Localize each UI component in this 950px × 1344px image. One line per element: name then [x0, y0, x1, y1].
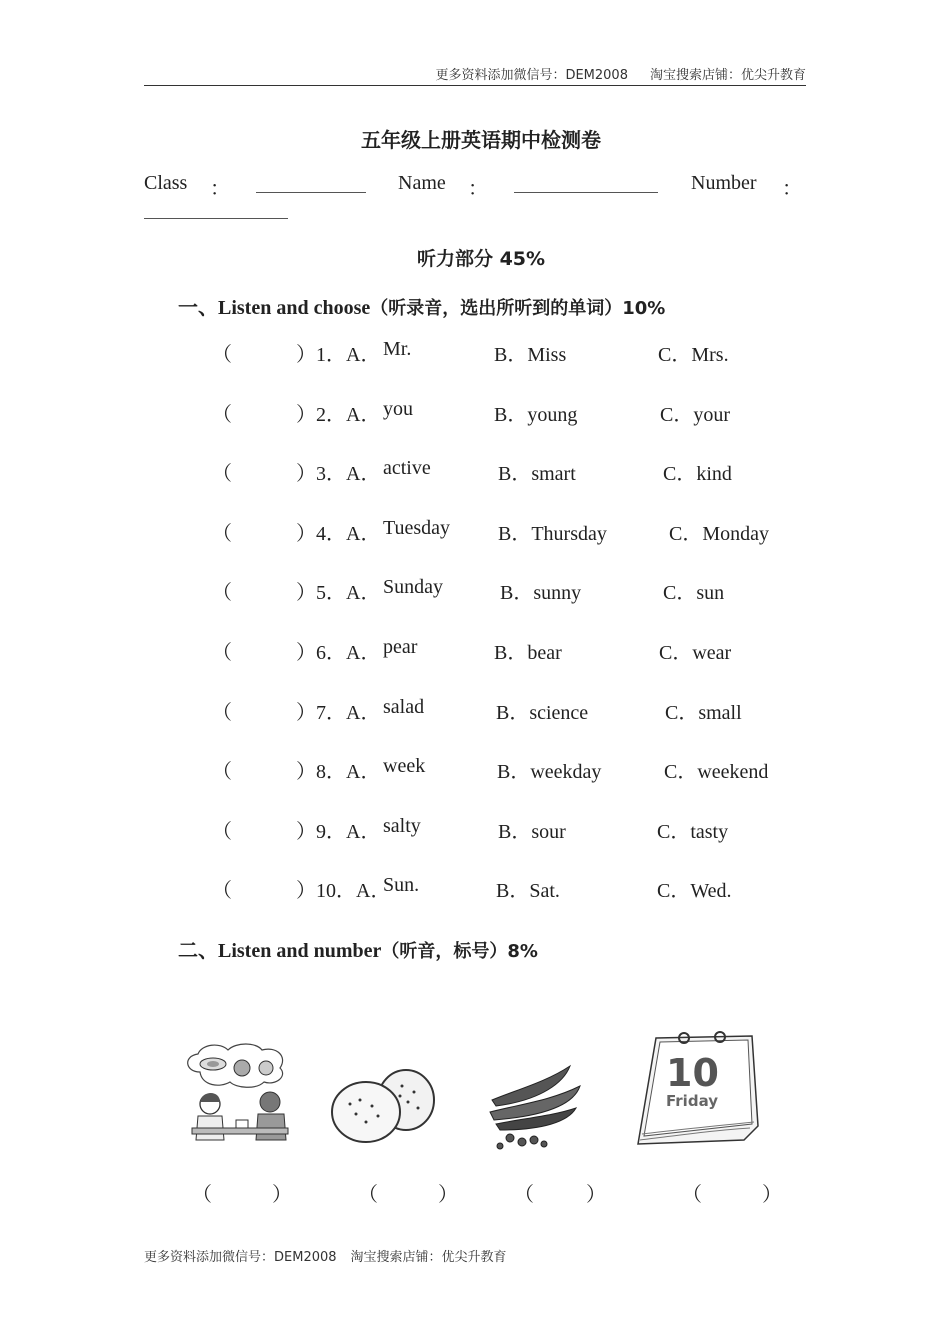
answer-blank-3[interactable] [514, 1178, 606, 1207]
option-b: B．Sat. [496, 880, 560, 902]
close-paren: ） [438, 1184, 458, 1206]
option-b: B．smart [498, 463, 576, 485]
name-field[interactable] [514, 174, 658, 199]
option-c: C．kind [663, 463, 732, 485]
answer-blank-2[interactable] [358, 1178, 458, 1207]
answer-open-paren[interactable]: （ [212, 642, 232, 664]
option-a: salad [383, 696, 425, 718]
question-number: ）5．A． [296, 582, 381, 604]
option-a: you [383, 398, 413, 420]
option-b: B．bear [494, 642, 562, 664]
answer-open-paren[interactable]: （ [212, 523, 232, 545]
answer-blank-4[interactable] [682, 1178, 782, 1207]
answer-open-paren[interactable]: （ [212, 821, 232, 843]
question-row [0, 338, 950, 368]
question-number: ）7．A． [296, 702, 381, 724]
header-wechat: 更多资料添加微信号：DEM2008 [435, 68, 628, 83]
option-c: C．Monday [669, 523, 769, 545]
question-row [0, 815, 950, 845]
question-number: ）6．A． [296, 642, 381, 664]
question-number: ）4．A． [296, 523, 381, 545]
header-divider [144, 85, 806, 86]
option-b: B．sunny [500, 582, 582, 604]
option-c: C．Mrs. [658, 344, 729, 366]
option-b: B．Thursday [498, 523, 607, 545]
answer-open-paren[interactable]: （ [212, 702, 232, 724]
option-a: week [383, 755, 426, 777]
option-c: C．sun [663, 582, 725, 604]
close-paren: ） [272, 1184, 292, 1206]
question-number: ）2．A． [296, 404, 381, 426]
number-field[interactable] [144, 200, 288, 224]
question-number: ）1．A． [296, 344, 381, 366]
header-shop: 淘宝搜索店铺：优尖升教育 [649, 68, 806, 83]
option-b: B．science [496, 702, 589, 724]
question-row [0, 517, 950, 547]
calendar-day: Friday [666, 1092, 719, 1110]
page-title: 五年级上册英语期中检测卷 [361, 128, 601, 152]
option-c: C．Wed. [657, 880, 732, 902]
question-row [0, 576, 950, 606]
bread-picture [330, 1064, 438, 1152]
section1-en: 一、Listen and choose [178, 297, 371, 319]
option-c: C．wear [659, 642, 732, 664]
option-a: active [383, 457, 431, 479]
footer-shop: 淘宝搜索店铺：优尖升教育 [350, 1250, 507, 1265]
option-c: C．tasty [657, 821, 729, 843]
answer-blank-1[interactable] [192, 1178, 292, 1207]
option-a: salty [383, 815, 421, 837]
question-row [0, 874, 950, 904]
calendar-picture [634, 1030, 760, 1148]
option-c: C．weekend [664, 761, 769, 783]
close-paren: ） [762, 1184, 782, 1206]
number-label: Number [691, 172, 757, 194]
option-a: Mr. [383, 338, 412, 360]
people-eating-picture [180, 1042, 298, 1146]
question-row [0, 398, 950, 428]
question-row [0, 636, 950, 666]
calendar-number: 10 [666, 1051, 719, 1095]
name-label: Name [398, 172, 446, 194]
section2-cn: （听音，标号）8% [381, 941, 538, 962]
question-number: ）9．A． [296, 821, 381, 843]
class-colon: ： [210, 178, 230, 200]
page-header [435, 64, 806, 83]
footer-wechat: 更多资料添加微信号：DEM2008 [144, 1250, 337, 1265]
question-row [0, 755, 950, 785]
section2-heading [178, 934, 538, 963]
option-a: Tuesday [383, 517, 451, 539]
question-row [0, 696, 950, 726]
option-a: Sunday [383, 576, 443, 598]
open-paren: （ [682, 1184, 702, 1206]
green-beans-picture [486, 1060, 586, 1152]
open-paren: （ [192, 1184, 212, 1206]
question-row [0, 457, 950, 487]
option-a: pear [383, 636, 418, 658]
open-paren: （ [358, 1184, 378, 1206]
listening-title: 听力部分 45% [416, 248, 546, 270]
option-a: Sun. [383, 874, 420, 896]
section2-en: 二、Listen and number [178, 940, 382, 962]
number-colon: ： [782, 178, 802, 200]
question-number: ）10．A． [296, 880, 391, 902]
question-number: ）8．A． [296, 761, 381, 783]
option-b: B．sour [498, 821, 566, 843]
answer-open-paren[interactable]: （ [212, 463, 232, 485]
option-c: C．your [660, 404, 730, 426]
answer-open-paren[interactable]: （ [212, 761, 232, 783]
section1-heading [178, 291, 665, 320]
open-paren: （ [514, 1184, 534, 1206]
answer-open-paren[interactable]: （ [212, 880, 232, 902]
answer-open-paren[interactable]: （ [212, 404, 232, 426]
option-b: B．Miss [494, 344, 567, 366]
answer-open-paren[interactable]: （ [212, 344, 232, 366]
option-c: C．small [665, 702, 742, 724]
class-label: Class [144, 172, 188, 194]
page-footer [144, 1246, 507, 1265]
answer-open-paren[interactable]: （ [212, 582, 232, 604]
close-paren: ） [586, 1184, 606, 1206]
question-number: ）3．A． [296, 463, 381, 485]
name-colon: ： [468, 178, 488, 200]
section1-cn: （听录音，选出所听到的单词）10% [370, 298, 666, 319]
option-b: B．young [494, 404, 578, 426]
option-b: B．weekday [497, 761, 602, 783]
class-field[interactable] [256, 174, 366, 199]
